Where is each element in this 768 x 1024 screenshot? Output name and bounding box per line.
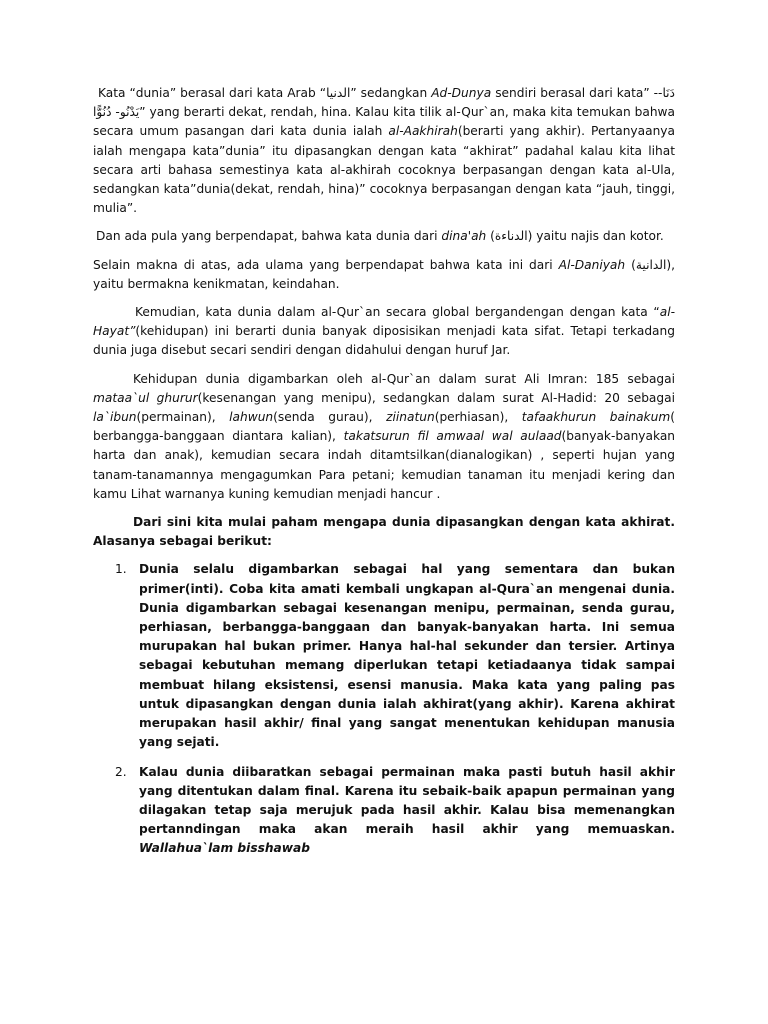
italic-term-mataaul-ghurur: mataa`ul ghurur: [93, 390, 198, 405]
text-run: Kata “dunia” berasal dari kata Arab “: [98, 86, 327, 100]
document-page: [93, 84, 675, 869]
text-run: ) yaitu najis dan kotor.: [527, 229, 664, 244]
paragraph-dinaah: [93, 227, 675, 246]
text-run: (kesenangan yang menipu), sedangkan dalam surat Al-Hadid: 20 sebagai: [197, 390, 675, 405]
italic-term-ad-dunya: Ad-Dunya: [431, 86, 492, 100]
closing-phrase: Wallahua`lam bisshawab: [139, 841, 310, 856]
list-item: [93, 560, 675, 752]
text-run: (berarti yang akhir). Pertanyaanya ialah mengapa kata”dunia” itu dipasangkan dengan kata “akhirat” padahal kalau kita lihat secara arti bahasa semestinya kata al-akhirah cocoknya berpasangan dengan kata al-Ula, sedangkan kata”dunia(dekat, rendah, hina)” cocoknya berpasangan dengan kata “jauh, tinggi, mulia”.: [93, 124, 675, 216]
text-run: (perhiasan),: [434, 410, 522, 425]
list-number: 2.: [115, 764, 127, 779]
italic-term-takatsurun: takatsurun fil amwaal wal aulaad: [343, 429, 562, 444]
italic-term-al-daniyah: Al-Daniyah: [558, 257, 626, 272]
paragraph-etymology: [93, 84, 675, 218]
italic-term-dinaah: dina'ah: [441, 229, 487, 244]
text-run: Selain makna di atas, ada ulama yang berpendapat bahwa kata ini dari: [93, 257, 559, 272]
text-run: (permainan),: [136, 410, 230, 425]
paragraph-al-hayat: [93, 303, 675, 361]
italic-term-ziinatun: ziinatun: [386, 410, 435, 425]
paragraph-daniyah: [93, 256, 675, 294]
list-item-text: Dunia selalu digambarkan sebagai hal yang sementara dan bukan primer(inti). Coba kita amati kembali ungkapan al-Qura`an mengenai dunia. Dunia digambarkan sebagai kesenangan menipu, permainan, senda gurau, perhiasan, berbangga-banggaan dan banyak-banyakan harta. Ini semua murupakan hal bukan primer. Hanya hal-hal sekunder dan tersier. Artinya sebagai kebutuhan memang diperlukan tetapi ketiadaanya tidak sampai membuat hilang eksistensi, esensi manusia. Maka kata yang paling pas untuk dipasangkan dengan dunia ialah akhirat(yang akhir). Karena akhirat merupakan hasil akhir/ final yang sangat menentukan kehidupan manusia yang sejati.: [139, 562, 675, 750]
arabic-word-daniyah: الدانية: [635, 257, 667, 272]
reasons-list: [93, 560, 675, 858]
paragraph-quranic-description: [93, 370, 675, 504]
list-number: 1.: [115, 562, 127, 577]
text-run: sendiri berasal dari kata” -: [491, 86, 659, 100]
italic-term-al-aakhirah: al-Aakhirah: [388, 124, 458, 139]
text-run: (: [625, 257, 636, 272]
text-run: Dan ada pula yang berpendapat, bahwa kata dunia dari: [96, 229, 442, 244]
list-item-text: Kalau dunia diibaratkan sebagai permainan maka pasti butuh hasil akhir yang ditentukan dalam final. Karena itu sebaik-baik apapun permainan yang dilagakan tetap saja merujuk pada hasil akhir. Kalau bisa memenangkan pertanndingan maka akan meraih hasil akhir yang memuaskan.: [139, 764, 675, 837]
italic-term-tafaakhurun: tafaakhurun bainakum: [521, 410, 671, 425]
italic-term-al-hayat: al-Hayat”: [93, 305, 675, 339]
text-run: ( berbangga-banggaan diantara kalian),: [93, 410, 675, 444]
text-run: ), yaitu bermakna kenikmatan, keindahan.: [93, 257, 675, 291]
italic-term-laibun: la`ibun: [93, 410, 137, 425]
text-run: (: [486, 229, 495, 244]
text-run: (senda gurau),: [273, 410, 387, 425]
italic-term-lahwun: lahwun: [229, 410, 274, 425]
text-run: (kehidupan) ini berarti dunia banyak diposisikan menjadi kata sifat. Tetapi terkadang dunia juga disebut secari sendiri dengan didahului dengan huruf Jar.: [93, 324, 675, 358]
arabic-word-danaah: الدناءة: [494, 229, 528, 244]
paragraph-reasons-intro: Dari sini kita mulai paham mengapa dunia dipasangkan dengan kata akhirat. Alasanya sebagai berikut:: [93, 515, 675, 549]
text-run: ” yang berarti dekat, rendah, hina. Kalau kita tilik al-Qur`an, maka kita temukan bahwa secara umum pasangan dari kata dunia ialah: [93, 105, 675, 139]
text-run: (banyak-banyakan harta dan anak), kemudian secara indah ditamtsilkan(dianalogikan) , seperti hujan yang tanam-tanamannya mengagumkan Para petani; kemudian tanaman itu menjadi kering dan kamu Lihat warnanya kuning kemudian menjadi hancur .: [93, 429, 676, 501]
arabic-word-dunya: الدنيا: [326, 86, 351, 100]
list-item: [93, 763, 675, 859]
text-run: ” sedangkan: [350, 86, 432, 100]
arabic-word-dana: دَنَا- يَدْنُو- دُنُوًّا: [93, 86, 675, 120]
text-run: Kehidupan dunia digambarkan oleh al-Qur`an dalam surat Ali Imran: 185 sebagai: [133, 371, 675, 386]
text-run: Kemudian, kata dunia dalam al-Qur`an secara global bergandengan dengan kata “: [135, 305, 660, 320]
